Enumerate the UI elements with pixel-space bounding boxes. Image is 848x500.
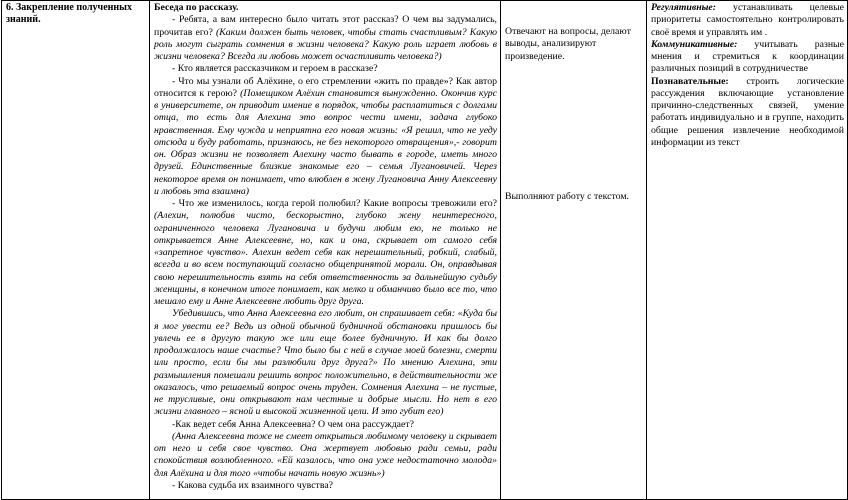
uud-communicative-text: учитывать разные мнения и стремиться к координации различных позиций в сотрудничестве <box>651 38 844 75</box>
question-4-text: - Что же изменилось, когда герой полюбил? Какие вопросы тревожили его? <box>172 198 497 209</box>
question-3-answer: (Помещиком Алёхин становится вынужденно. Окончив курс в университете, он приводит имение в порядок, чтобы расплатиться с долгами отца, то есть для Алехина это вопрос чести имени, задача глубоко нравственная. Ему чужда и неприятна его новая жизнь: «Я решил, что не уеду отсюда и буду работать, признаюсь, не без некоторого отвращения»,- говорит он. Образ жизни не позволяет Алехину часто бывать в городе, иметь много друзей. Единственные близкие знакомые его – семья Лугановичей. Через некоторое время он понимает, что влюблен в жену Лугановича Анну Алексеевну и любовь эта взаимна) <box>154 87 497 197</box>
uud-cell <box>647 1 848 500</box>
uud-communicative-label: Коммуникативные: <box>651 38 738 50</box>
student-activity-2: Выполняют работу с текстом. <box>505 190 629 202</box>
student-activity-cell <box>501 1 647 500</box>
question-1 <box>154 14 497 63</box>
uud-regulative-label: Регулятивные: <box>651 2 717 13</box>
stage-cell <box>2 1 150 500</box>
uud-cognitive <box>651 76 844 150</box>
question-4-answer: (Алехин, полюбив чисто, бескорыстно, глубоко жену неинтересного, ограниченного человека Лугановича и будучи любим ею, не только не открывается Анне Алексеевне, но, как и она, скрывает от самого себя «запретное чувство». Алехин ведет себя как нерешительный, робкий, слабый, всегда и во всем поступающий согласно общепринятой морали. Он, оправдывая свою нерешительность взять на себя ответственность за дальнейшую судьбу женщины, в конечном итоге понимает, как мелко и обманчиво было все то, что мешало ему и Анне Алексеевне любить друг друга. <box>154 210 497 307</box>
question-4 <box>154 198 497 308</box>
question-3 <box>154 76 497 199</box>
table-row <box>2 1 848 500</box>
question-1-text: - Ребята, а вам интересно было читать этот рассказ? О чем вы задумались, прочитав его? <box>154 14 497 38</box>
uud-communicative <box>651 39 844 76</box>
spacer <box>505 63 643 191</box>
question-2: - Кто является рассказчиком и героем в рассказе? <box>172 63 378 75</box>
teacher-activity-cell <box>150 1 501 500</box>
discussion-heading: Беседа по рассказу. <box>154 2 239 13</box>
spacer <box>505 2 643 26</box>
question-6-answer: (Анна Алексеевна тоже не смеет открыться любимому человеку и скрывает от него и себя свое чувство. Она жертвует любовью ради семьи, ради спокойствия возлюбленного. «Ей казалось, что она уже недостаточно молода» для Алёхина и для того «чтобы начать новую жизнь») <box>154 430 497 479</box>
lesson-plan-table <box>1 0 848 500</box>
question-1-answer: (Каким должен быть человек, чтобы стать счастливым? Какую роль могут сыграть сомнения в жизни человека? Какую роль играет любовь в жизни человека? Всегда ли любовь может осчастливить человека?) <box>154 26 497 62</box>
uud-regulative <box>651 2 844 39</box>
uud-regulative-text: устанавливать целевые приоритеты самостоятельно контролировать своё время и управлять им . <box>651 2 844 38</box>
uud-cognitive-label: Познавательные: <box>651 75 729 87</box>
stage-title: 6. Закрепление полученных знаний. <box>6 2 132 26</box>
question-3-text: - Что мы узнали об Алёхине, о его стремлении «жить по правде»? Как автор относится к герою? <box>154 75 497 99</box>
question-6: -Как ведет себя Анна Алексеевна? О чем она рассуждает? <box>172 418 415 430</box>
paragraph-doubts: Убедившись, что Анна Алексеевна его любит, он спрашивает себя: «Куда бы я мог увести ее? Ведь из одной обычной будничной обстановки пришлось бы увлечь ее в другую такую же или еще более будничную. И как бы долго продолжалось наше счастье? Что было бы с ней в случае моей болезни, смерти или просто, если бы мы разлюбили друг друга?» По мнению Алехина, эти размышления помешали решить вопрос положительно, в действительности же оказалось, что решаемый вопрос очень труден. Сомнения Алехина – не пустые, не трусливые, они открывают нам честные и добрые мысли. Но нет в его жизни главного – ясной и высокой жизненной цели. И это губит его) <box>154 308 497 418</box>
student-activity-1: Отвечают на вопросы, делают выводы, анализируют произведение. <box>505 26 631 62</box>
question-7: - Какова судьба их взаимного чувства? <box>172 479 334 491</box>
uud-cognitive-text: строить логические рассуждения включающие установление причинно-следственных связей, умение работать индивидуально и в группе, находить общие решения извлечение необходимой информации из текст <box>651 75 844 148</box>
